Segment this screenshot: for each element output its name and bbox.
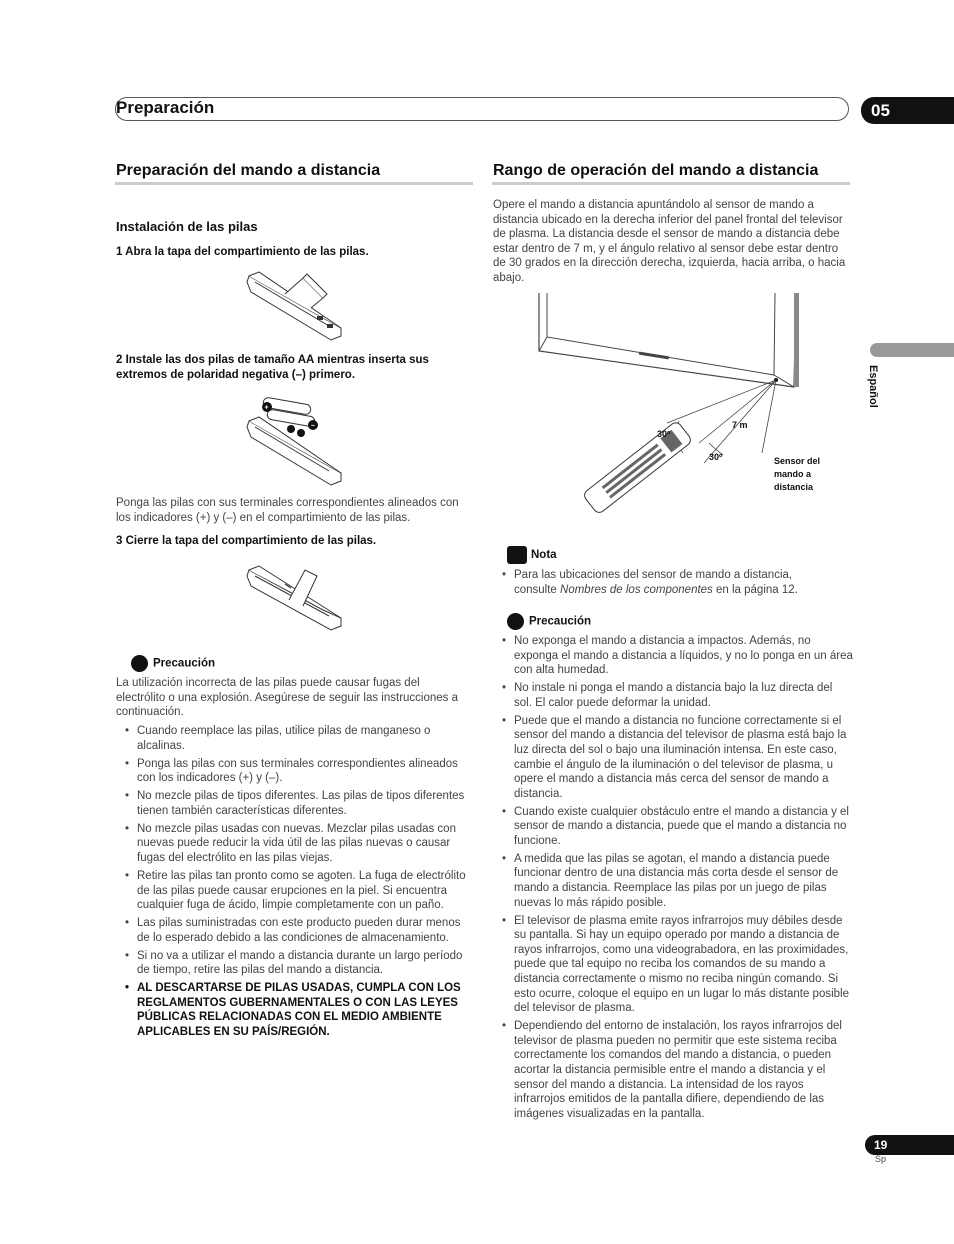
list-item: • No instale ni ponga el mando a distancia bajo la luz directa del sol. El calor puede deformar la unidad.	[493, 681, 853, 710]
left-section-title: Preparación del mando a distancia	[116, 162, 381, 179]
language-tab	[870, 343, 954, 357]
nota-text: Para las ubicaciones del sensor de mando a distancia, consulte	[514, 569, 793, 596]
sensor-label-line2: mando a	[774, 469, 812, 479]
left-caution-list	[116, 724, 476, 1043]
chapter-badge: 05	[861, 97, 954, 124]
hand-caution-icon	[131, 655, 148, 672]
left-section-rule	[115, 182, 473, 185]
list-item: • Ponga las pilas con sus terminales correspondientes alineados con los indicadores (+) y (–).	[116, 757, 476, 786]
step-1: 1 Abra la tapa del compartimiento de las pilas.	[116, 246, 369, 258]
header-bar	[115, 97, 849, 121]
right-section-title: Rango de operación del mando a distancia	[493, 162, 819, 179]
right-section-rule	[492, 182, 850, 185]
page-title: Preparación	[116, 98, 215, 117]
svg-text:+: +	[264, 404, 269, 412]
list-item: • Dependiendo del entorno de instalación, los rayos infrarrojos del televisor de plasma pueden no permitir que este sistema reciba correctamente los comandos del mando a distancia, o pueden acortar la distancia permisible entre el mando a distancia y el sensor del mando a distancia. La intensidad de los rayos infrarrojos emitidos de la pantalla difiere, dependiendo de las imágenes visualizadas en la pantalla.	[493, 1019, 853, 1121]
language-label: Español	[867, 365, 879, 408]
list-item: • Retire las pilas tan pronto como se agoten. La fuga de electrólito de las pilas puede causar erupciones en la piel. Si encuentra cualquier fuga de ácido, limpie completamente con un paño.	[116, 869, 476, 913]
remote-insert-batteries-illustration	[245, 395, 345, 487]
angle-top-label: 30º	[657, 429, 671, 439]
right-caution-list	[493, 634, 853, 1125]
battery-polarity-note: Ponga las pilas con sus terminales correspondientes alineados con los indicadores (+) y (–) en el compartimiento de las pilas.	[116, 497, 459, 524]
distance-label: 7 m	[732, 420, 748, 430]
nota-reference: Nombres de los componentes	[560, 583, 713, 596]
range-intro: Opere el mando a distancia apuntándolo al sensor de mando a distancia ubicado en la derecha inferior del panel frontal del televisor de plasma. La distancia desde el sensor de mando a distancia debe estar dentro de 7 m, y el ángulo relativo al sensor debe estar dentro de 30 grados en la dirección derecha, izquierda, hacia arriba, o hacia abajo.	[493, 199, 846, 284]
step-3: 3 Cierre la tapa del compartimiento de las pilas.	[116, 535, 377, 547]
nota-heading	[507, 546, 557, 564]
list-item: • Las pilas suministradas con este producto pueden durar menos de lo esperado debido a las condiciones de almacenamiento.	[116, 916, 476, 945]
page-language-code: Sp	[875, 1154, 887, 1164]
list-item: • Si no va a utilizar el mando a distancia durante un largo período de tiempo, retire las pilas del mando a distancia.	[116, 949, 476, 978]
list-item: • No exponga el mando a distancia a impactos. Además, no exponga el mando a distancia a líquidos, y no lo ponga en un área con alta humedad.	[493, 634, 853, 678]
hand-caution-icon	[507, 613, 524, 630]
left-caution-title: Precaución	[153, 657, 215, 670]
list-item: • Puede que el mando a distancia no funcione correctamente si el sensor del mando a distancia del televisor de plasma está bajo la luz directa del sol o bajo una iluminación intensa. En este caso, cambie el ángulo de la iluminación o del televisor de plasma, u opere el mando a distancia más cerca del sensor de mando a distancia.	[493, 714, 853, 802]
remote-open-cover-illustration	[245, 268, 345, 342]
left-caution-intro: La utilización incorrecta de las pilas puede causar fugas del electrólito o una explosión. Asegúrese de seguir las instrucciones a continuación.	[116, 677, 459, 719]
nota-list	[493, 568, 833, 601]
right-caution-heading	[507, 613, 591, 630]
step-2: 2 Instale las dos pilas de tamaño AA mientras inserta sus extremos de polaridad negativa (–) primero.	[116, 354, 429, 381]
angle-bottom-label: 30º	[709, 452, 723, 462]
operating-range-diagram	[539, 293, 821, 533]
nota-text-end: en la página 12.	[712, 583, 798, 596]
list-item: • Cuando existe cualquier obstáculo entre el mando a distancia y el sensor de mando a distancia, puede que el mando a distancia no funcione.	[493, 805, 853, 849]
sensor-label-line1: Sensor del	[774, 456, 821, 466]
svg-text:–: –	[311, 422, 315, 430]
list-item: • No mezcle pilas de tipos diferentes. Las pilas de tipos diferentes tienen también características diferentes.	[116, 789, 476, 818]
sensor-label-line3: distancia	[774, 482, 814, 492]
list-item: • El televisor de plasma emite rayos infrarrojos muy débiles desde su pantalla. Si hay un equipo operado por mando a distancia de rayos infrarrojos, como una videograbadora, en las proximidades, puede que tal equipo no reciba los comandos de su mando a distancia correctamente o mismo no reciba ningún comando. Si esto ocurre, coloque el equipo en un lugar lo más distante posible del televisor de plasma.	[493, 914, 853, 1016]
left-caution-heading	[131, 655, 215, 672]
page-number-badge: 19	[865, 1135, 954, 1155]
list-item	[493, 568, 833, 597]
list-item: • AL DESCARTARSE DE PILAS USADAS, CUMPLA CON LOS REGLAMENTOS GUBERNAMENTALES O CON LAS LEYES PÚBLICAS RELACIONADAS CON EL MEDIO AMBIENTE APLICABLES EN SU PAÍS/REGIÓN.	[116, 981, 476, 1039]
right-caution-title: Precaución	[529, 615, 591, 628]
battery-install-subtitle: Instalación de las pilas	[116, 219, 258, 234]
list-item: • A medida que las pilas se agotan, el mando a distancia puede funcionar dentro de una distancia más corta desde el sensor de mando a distancia. Reemplace las pilas por un juego de pilas nuevas lo más rápido posible.	[493, 852, 853, 910]
remote-close-cover-illustration	[245, 560, 345, 632]
pencil-note-icon	[507, 546, 527, 564]
list-item: • Cuando reemplace las pilas, utilice pilas de manganeso o alcalinas.	[116, 724, 476, 753]
nota-title: Nota	[531, 549, 557, 562]
list-item: • No mezcle pilas usadas con nuevas. Mezclar pilas usadas con nuevas puede reducir la vida útil de las pilas nuevas o causar fugas del electrólito en las pilas viejas.	[116, 822, 476, 866]
